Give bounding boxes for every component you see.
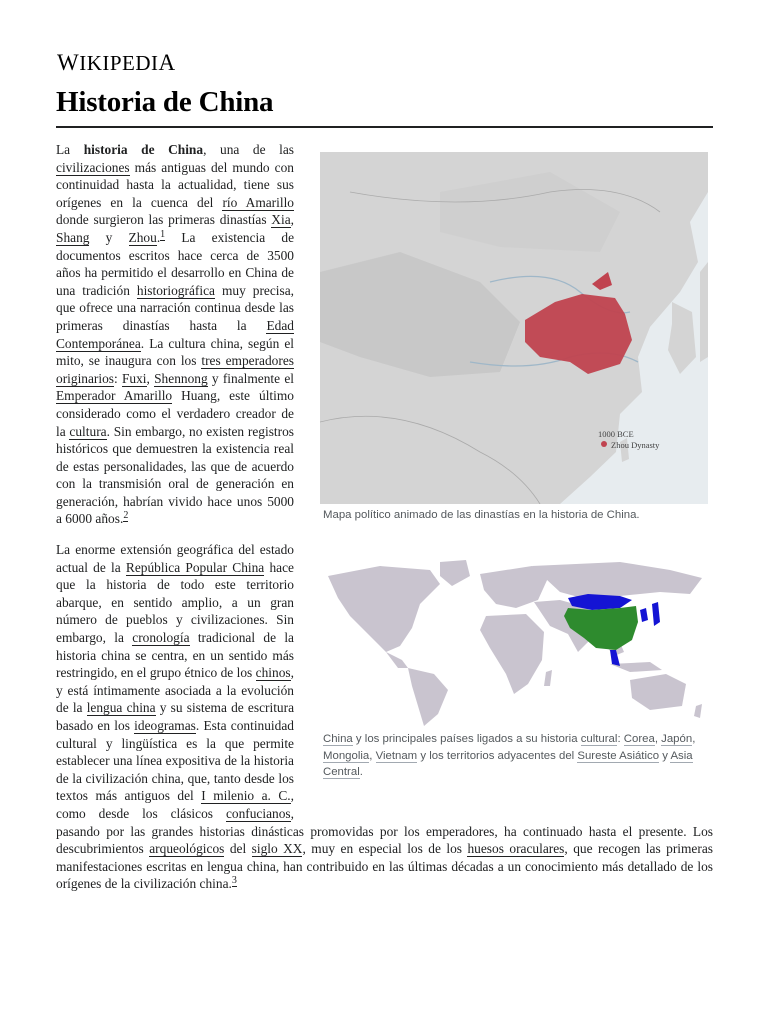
link-shennong[interactable]: Shennong bbox=[154, 370, 208, 386]
wordmark-initial: W bbox=[57, 50, 80, 75]
text: La bbox=[56, 142, 84, 157]
link-arqueologicos[interactable]: arqueológicos bbox=[149, 841, 225, 857]
text: Huang, este último considerado como el verdadero creador de la bbox=[56, 388, 294, 439]
link-chinos[interactable]: chinos bbox=[255, 665, 291, 681]
text: del bbox=[224, 841, 252, 857]
figure-float-spacer bbox=[318, 151, 713, 811]
link-xia[interactable]: Xia bbox=[271, 212, 291, 228]
text: : bbox=[114, 370, 122, 386]
link-rio-amarillo[interactable]: río Amarillo bbox=[222, 194, 295, 210]
text: donde surgieron las primeras dinastías bbox=[56, 212, 272, 228]
caption-text: , bbox=[654, 733, 662, 745]
link-shang[interactable]: Shang bbox=[56, 229, 90, 245]
caption-text: : bbox=[617, 733, 624, 745]
text: La existencia de documentos escritos hace cerca de 3500 años ha permitido el desarrollo en China de una tradición bbox=[56, 229, 295, 298]
caption-text: y bbox=[659, 749, 671, 762]
caption-text: , bbox=[692, 733, 696, 745]
link-cronologia[interactable]: cronología bbox=[132, 630, 190, 646]
text: . bbox=[156, 229, 161, 245]
wordmark-middle: IKIPEDI bbox=[79, 51, 159, 75]
text: . Esta continuidad cultural y lingüística es la que permite establecer una línea expositiva de la historia de la civilización china, que, tanto desde los textos más antiguos del bbox=[56, 718, 294, 804]
link-fuxi[interactable]: Fuxi bbox=[121, 370, 147, 386]
title-divider bbox=[56, 126, 713, 128]
text: . La cultura china, según el mito, se inaugura con los bbox=[56, 335, 294, 369]
text: tradicional de la historia china se centra, en un sentido más restringido, en el grupo étnico de los bbox=[56, 630, 295, 681]
reference-1[interactable]: 1 bbox=[160, 228, 166, 240]
page-title: Historia de China bbox=[56, 86, 274, 118]
text: hace que la historia de todo este territorio abarque, en sentido amplio, a un gran número de pueblos y civilizaciones. Sin embargo, la bbox=[56, 559, 295, 646]
wikipedia-wordmark[interactable] bbox=[57, 50, 176, 76]
article-body bbox=[56, 141, 713, 906]
link-vietnam[interactable]: Vietnam bbox=[375, 749, 418, 762]
text: y su sistema de escritura basado en los bbox=[56, 700, 295, 733]
link-zhou[interactable]: Zhou bbox=[128, 229, 157, 245]
text: , y está íntimamente asociada a la evolución de la bbox=[56, 665, 294, 716]
link-cultural[interactable]: cultural bbox=[580, 733, 618, 745]
text: , como desde los clásicos bbox=[56, 788, 295, 821]
link-confucianos[interactable]: confucianos bbox=[225, 805, 291, 821]
link-republica-popular-china[interactable]: República Popular China bbox=[125, 559, 265, 575]
link-mongolia[interactable]: Mongolia bbox=[323, 749, 370, 762]
text: y finalmente el bbox=[207, 370, 294, 386]
caption-text: y los principales países ligados a su historia bbox=[352, 733, 581, 745]
link-cultura[interactable]: cultura bbox=[69, 423, 107, 439]
text: más antiguas del mundo con continuidad hasta la actualidad, tiene sus orígenes en la cuenca del bbox=[56, 159, 294, 210]
map-legend-label: Zhou Dynasty bbox=[611, 440, 660, 450]
text: . Sin embargo, no existen registros históricos que demuestren la existencia real de estas personalidades, las que de acuerdo con la transmisión oral de generación en generación, habrían vivido hace unos 5000 a 6000 años. bbox=[56, 423, 294, 527]
text: , pasando por las grandes historias dinásticas promovidas por los emperadores, ha continuado hasta el presente. Los descubrimientos bbox=[56, 805, 713, 857]
wordmark-final: A bbox=[158, 50, 176, 75]
link-civilizaciones[interactable]: civilizaciones bbox=[56, 159, 130, 175]
reference-3[interactable]: 3 bbox=[231, 874, 237, 886]
caption-text: y los territorios adyacentes del bbox=[417, 749, 578, 762]
link-siglo-xx[interactable]: siglo XX bbox=[251, 841, 303, 857]
link-lengua-china[interactable]: lengua china bbox=[86, 700, 156, 716]
caption-text: , bbox=[369, 749, 376, 762]
text: y bbox=[89, 229, 129, 245]
text: muy precisa, que ofrece una narración continua desde las primeras dinastías hasta la bbox=[56, 282, 295, 333]
link-sureste-asiatico[interactable]: Sureste Asiático bbox=[577, 749, 660, 762]
link-edad-contemporanea[interactable]: Edad Contemporánea bbox=[56, 317, 294, 351]
link-japon[interactable]: Japón bbox=[661, 733, 693, 745]
link-china[interactable]: China bbox=[323, 733, 353, 745]
link-historiografica[interactable]: historiográfica bbox=[136, 282, 215, 298]
link-i-milenio[interactable]: I milenio a. C. bbox=[201, 788, 291, 804]
text: La enorme extensión geográfica del estado actual de la bbox=[56, 542, 294, 575]
link-asia-central[interactable]: Asia Central bbox=[323, 749, 693, 778]
map-legend-year: 1000 BCE bbox=[598, 429, 634, 439]
text: , muy en especial los de los bbox=[302, 841, 468, 857]
link-corea[interactable]: Corea bbox=[623, 733, 655, 745]
link-emperador-amarillo[interactable]: Emperador Amarillo bbox=[56, 388, 173, 404]
figure1-caption: Mapa político animado de las dinastías en la historia de China. bbox=[323, 509, 640, 521]
reference-2[interactable]: 2 bbox=[123, 510, 129, 521]
link-ideogramas[interactable]: ideogramas bbox=[134, 718, 196, 733]
text: , bbox=[290, 212, 294, 228]
text: , que recogen las primeras manifestaciones escritas en lengua china, han contribuido en las últimas décadas a un conocimiento más detallado de los orígenes de la civilización china. bbox=[56, 841, 713, 892]
bold-term: historia de China bbox=[83, 142, 204, 157]
text: , una de las bbox=[203, 142, 294, 157]
link-huesos-oraculares[interactable]: huesos oraculares bbox=[467, 841, 565, 857]
text: , bbox=[146, 370, 155, 386]
link-tres-emperadores[interactable]: tres emperadores originarios bbox=[56, 353, 294, 386]
caption-text: . bbox=[359, 766, 363, 778]
